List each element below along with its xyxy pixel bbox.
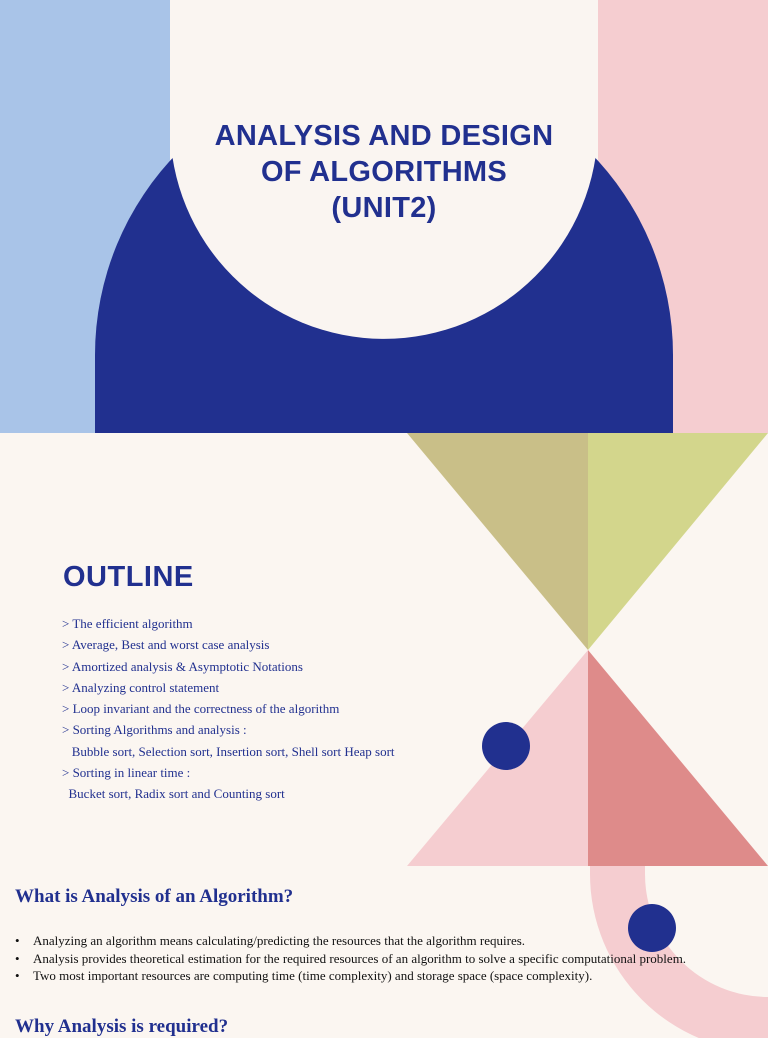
outline-item: > Analyzing control statement xyxy=(62,679,220,695)
bullet-item xyxy=(15,932,745,950)
next-heading-partial: Why Analysis is required? xyxy=(15,1016,229,1037)
title-line-2: OF ALGORITHMS xyxy=(260,156,508,188)
analysis-bullets xyxy=(15,932,745,985)
bullet-icon: • xyxy=(15,968,20,983)
navy-dot xyxy=(482,722,530,770)
bullet-item xyxy=(15,967,745,985)
bullet-item xyxy=(15,950,745,968)
coral-triangle xyxy=(588,650,768,866)
bullet-icon: • xyxy=(15,933,20,948)
bullet-icon: • xyxy=(15,950,20,966)
bullet-text: Two most important resources are computing time (time complexity) and storage space (space complexity). xyxy=(33,968,593,983)
analysis-slide xyxy=(0,866,768,1037)
bullet-text: Analysis provides theoretical estimation for the required resources of an algorithm to solve a specific computational problem. xyxy=(33,950,687,966)
lime-triangle xyxy=(588,433,768,650)
olive-triangle xyxy=(407,433,588,650)
outline-item: > Loop invariant and the correctness of the algorithm xyxy=(62,701,340,717)
outline-item: > Average, Best and worst case analysis xyxy=(62,637,270,653)
outline-item: > The efficient algorithm xyxy=(62,616,193,631)
outline-item: Bucket sort, Radix sort and Counting sort xyxy=(62,786,285,802)
analysis-heading: What is Analysis of an Algorithm? xyxy=(15,886,294,907)
outline-item: > Sorting in linear time : xyxy=(62,765,191,781)
bullet-text: Analyzing an algorithm means calculating/predicting the resources that the algorithm requires. xyxy=(33,933,526,948)
title-slide xyxy=(0,0,768,433)
outline-item: > Sorting Algorithms and analysis : xyxy=(62,722,247,738)
title-line-3: (UNIT2) xyxy=(331,192,437,224)
outline-slide xyxy=(0,433,768,866)
outline-heading: OUTLINE xyxy=(63,561,194,593)
outline-item: Bubble sort, Selection sort, Insertion sort, Shell sort Heap sort xyxy=(62,743,395,759)
outline-list xyxy=(62,613,395,805)
outline-item: > Amortized analysis & Asymptotic Notations xyxy=(62,658,303,674)
presentation-title xyxy=(170,118,598,226)
title-line-1: ANALYSIS AND DESIGN xyxy=(214,120,554,152)
